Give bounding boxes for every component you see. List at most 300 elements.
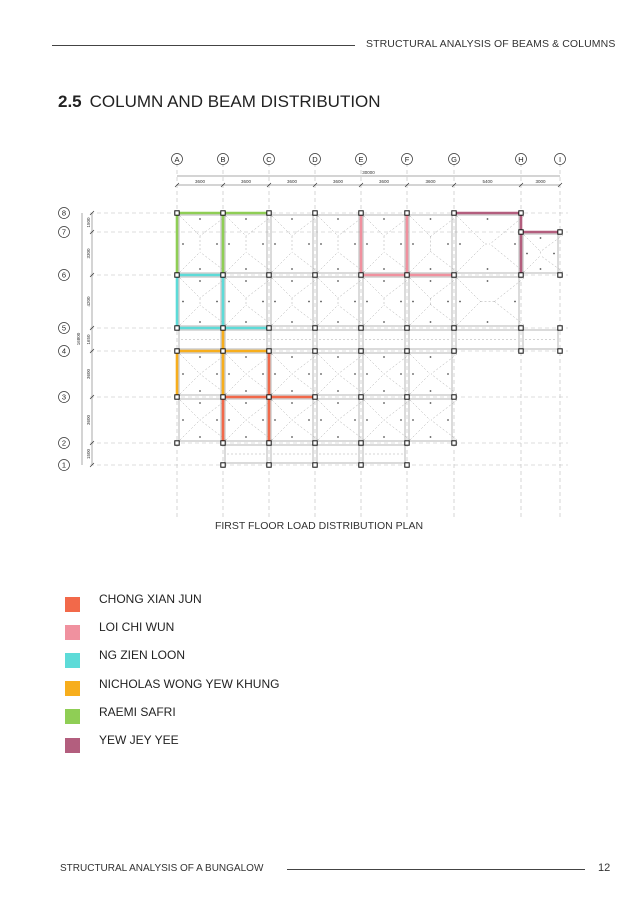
- load-distribution-line: [431, 420, 457, 440]
- legend-swatch: [65, 597, 80, 612]
- load-arrow: [291, 268, 293, 270]
- load-arrow: [430, 402, 432, 404]
- load-arrow: [337, 356, 339, 358]
- bay-width-label: 5400: [482, 179, 493, 184]
- load-arrow: [262, 243, 264, 245]
- bay-width-label: 3600: [240, 179, 252, 184]
- load-distribution-line: [318, 420, 338, 440]
- load-distribution-line: [226, 374, 246, 394]
- load-distribution-line: [457, 302, 481, 326]
- grid-number-label: 8: [61, 208, 67, 218]
- load-arrow: [514, 243, 516, 245]
- load-arrow: [199, 436, 201, 438]
- column-marker: [519, 326, 523, 330]
- slab-panel: [409, 353, 452, 395]
- column-marker: [175, 395, 179, 399]
- overall-width-label: 30000: [362, 170, 375, 175]
- slab-panel: [409, 277, 452, 326]
- load-distribution-line: [541, 256, 564, 273]
- load-arrow: [262, 301, 264, 303]
- load-distribution-line: [384, 420, 410, 440]
- load-distribution-line: [410, 305, 431, 326]
- legend-swatch: [65, 625, 80, 640]
- load-distribution-line: [292, 305, 318, 325]
- load-distribution-line: [180, 374, 200, 394]
- load-arrow: [245, 436, 247, 438]
- load-distribution-line: [226, 252, 246, 272]
- bay-height-label: 1500: [86, 448, 91, 460]
- legend-item: [65, 618, 175, 646]
- load-distribution-line: [338, 354, 364, 374]
- load-distribution-line: [226, 354, 246, 374]
- column-marker: [558, 326, 562, 330]
- column-marker: [221, 273, 225, 277]
- load-distribution-line: [364, 420, 384, 440]
- load-distribution-line: [384, 278, 410, 298]
- load-arrow: [383, 356, 385, 358]
- column-marker: [405, 273, 409, 277]
- bay-width-label: 3600: [378, 179, 390, 184]
- column-marker: [175, 273, 179, 277]
- load-distribution-line: [272, 305, 292, 325]
- load-distribution-line: [246, 278, 272, 298]
- grid-letter-label: B: [220, 155, 226, 164]
- column-marker: [267, 273, 271, 277]
- load-arrow: [216, 373, 218, 375]
- load-arrow: [308, 373, 310, 375]
- column-marker: [313, 326, 317, 330]
- column-marker: [405, 349, 409, 353]
- load-arrow: [383, 390, 385, 392]
- load-distribution-line: [292, 252, 318, 272]
- load-arrow: [308, 419, 310, 421]
- column-marker: [313, 463, 317, 467]
- legend: [65, 590, 280, 759]
- load-arrow: [400, 301, 402, 303]
- load-arrow: [245, 321, 247, 323]
- load-arrow: [245, 268, 247, 270]
- load-arrow: [354, 243, 356, 245]
- grid-number-label: 1: [61, 460, 67, 470]
- load-distribution-line: [180, 216, 200, 236]
- column-marker: [267, 211, 271, 215]
- load-arrow: [199, 280, 201, 282]
- bay-width-label: 3600: [332, 179, 344, 184]
- load-distribution-line: [364, 278, 384, 298]
- load-distribution-line: [180, 305, 200, 325]
- column-marker: [267, 349, 271, 353]
- load-arrow: [383, 280, 385, 282]
- legend-item: [65, 731, 179, 759]
- load-distribution-line: [431, 374, 457, 394]
- load-arrow: [291, 402, 293, 404]
- load-arrow: [430, 356, 432, 358]
- column-marker: [175, 326, 179, 330]
- load-distribution-line: [431, 252, 458, 273]
- load-distribution-line: [410, 400, 430, 420]
- load-arrow: [199, 356, 201, 358]
- legend-swatch: [65, 653, 80, 668]
- load-arrow: [383, 321, 385, 323]
- load-arrow: [291, 321, 293, 323]
- column-marker: [519, 211, 523, 215]
- load-distribution-line: [292, 354, 318, 374]
- load-distribution-line: [272, 374, 292, 394]
- header-rule: [52, 45, 355, 46]
- column-marker: [519, 230, 523, 234]
- load-distribution-line: [272, 354, 292, 374]
- load-arrow: [337, 436, 339, 438]
- load-arrow: [487, 280, 489, 282]
- column-marker: [267, 441, 271, 445]
- load-arrow: [228, 419, 230, 421]
- load-distribution-line: [410, 278, 431, 299]
- bay-width-label: 3600: [425, 179, 436, 184]
- legend-label: NG ZIEN LOON: [99, 648, 186, 663]
- load-distribution-line: [226, 305, 246, 325]
- column-marker: [221, 441, 225, 445]
- load-distribution-line: [457, 244, 485, 272]
- column-marker: [221, 326, 225, 330]
- load-arrow: [199, 390, 201, 392]
- load-arrow: [412, 301, 414, 303]
- bay-height-label: 4200: [86, 296, 91, 307]
- column-marker: [359, 395, 363, 399]
- load-distribution-line: [180, 278, 200, 298]
- load-arrow: [383, 218, 385, 220]
- load-distribution-line: [272, 216, 292, 236]
- load-arrow: [199, 402, 201, 404]
- grid-number-label: 7: [61, 227, 67, 237]
- legend-item: [65, 675, 280, 703]
- load-arrow: [412, 419, 414, 421]
- load-distribution-line: [292, 374, 318, 394]
- load-arrow: [245, 390, 247, 392]
- overall-height-label: 16800: [76, 332, 81, 346]
- grid-letter-label: H: [518, 155, 524, 164]
- load-arrow: [354, 419, 356, 421]
- load-arrow: [199, 268, 201, 270]
- slab-panel: [179, 277, 221, 326]
- section-number: 2.5: [58, 92, 82, 111]
- load-arrow: [430, 280, 432, 282]
- load-arrow: [320, 301, 322, 303]
- load-distribution-line: [226, 278, 246, 298]
- column-marker: [519, 273, 523, 277]
- grid-letter-label: F: [404, 155, 410, 164]
- column-marker: [221, 395, 225, 399]
- bay-width-label: 3000: [535, 179, 546, 184]
- column-marker: [405, 326, 409, 330]
- load-distribution-line: [292, 400, 318, 420]
- grid-number-label: 6: [61, 270, 67, 280]
- column-marker: [175, 211, 179, 215]
- bay-height-label: 3300: [86, 248, 91, 259]
- load-arrow: [245, 356, 247, 358]
- load-distribution-line: [364, 252, 384, 272]
- load-distribution-line: [292, 420, 318, 440]
- slab-panel: [409, 399, 452, 441]
- column-marker: [313, 211, 317, 215]
- load-arrow: [245, 280, 247, 282]
- load-distribution-line: [246, 305, 272, 325]
- legend-swatch: [65, 681, 80, 696]
- slab-panel: [225, 277, 267, 326]
- column-marker: [267, 395, 271, 399]
- bay-height-label: 3600: [86, 368, 91, 380]
- column-marker: [452, 273, 456, 277]
- legend-label: YEW JEY YEE: [99, 732, 179, 747]
- load-distribution-line: [318, 216, 338, 236]
- grid-number-label: 3: [61, 392, 67, 402]
- grid-letter-label: E: [358, 155, 364, 164]
- column-marker: [175, 441, 179, 445]
- load-arrow: [199, 321, 201, 323]
- load-arrow: [274, 301, 276, 303]
- load-arrow: [430, 436, 432, 438]
- legend-label: RAEMI SAFRI: [99, 704, 176, 719]
- load-arrow: [430, 218, 432, 220]
- load-arrow: [540, 237, 542, 239]
- load-arrow: [182, 301, 184, 303]
- load-arrow: [354, 301, 356, 303]
- load-distribution-line: [524, 235, 541, 252]
- load-distribution-line: [180, 400, 200, 420]
- load-arrow: [199, 218, 201, 220]
- load-arrow: [291, 390, 293, 392]
- column-marker: [267, 326, 271, 330]
- load-arrow: [337, 321, 339, 323]
- load-arrow: [320, 419, 322, 421]
- plan-caption: FIRST FLOOR LOAD DISTRIBUTION PLAN: [214, 520, 424, 532]
- load-distribution-line: [246, 252, 272, 272]
- load-arrow: [447, 373, 449, 375]
- load-distribution-line: [338, 400, 364, 420]
- header-title: STRUCTURAL ANALYSIS OF BEAMS & COLUMNS: [366, 38, 616, 50]
- bay-height-label: 3600: [86, 414, 91, 426]
- grid-letter-label: I: [558, 155, 562, 164]
- column-marker: [558, 230, 562, 234]
- load-distribution-line: [338, 420, 364, 440]
- legend-swatch: [65, 738, 80, 753]
- load-arrow: [400, 419, 402, 421]
- column-marker: [452, 441, 456, 445]
- grid-letter-label: C: [266, 155, 272, 164]
- load-arrow: [383, 268, 385, 270]
- load-arrow: [366, 373, 368, 375]
- column-marker: [221, 463, 225, 467]
- grid-letter-label: D: [312, 155, 318, 164]
- load-distribution-line: [180, 420, 200, 440]
- load-arrow: [447, 301, 449, 303]
- load-distribution-line: [272, 420, 292, 440]
- load-arrow: [291, 280, 293, 282]
- load-distribution-line: [338, 305, 364, 325]
- slab-panel: [523, 330, 558, 349]
- load-distribution-line: [292, 278, 318, 298]
- load-arrow: [383, 402, 385, 404]
- load-arrow: [459, 301, 461, 303]
- load-distribution-line: [318, 400, 338, 420]
- load-arrow: [430, 390, 432, 392]
- column-marker: [359, 463, 363, 467]
- load-distribution-line: [364, 305, 384, 325]
- column-marker: [221, 211, 225, 215]
- load-distribution-line: [431, 216, 458, 237]
- load-arrow: [262, 419, 264, 421]
- column-marker: [405, 211, 409, 215]
- load-arrow: [459, 243, 461, 245]
- load-distribution-line: [364, 374, 384, 394]
- column-marker: [359, 349, 363, 353]
- grid-number-label: 5: [61, 323, 67, 333]
- load-distribution-line: [180, 252, 200, 272]
- load-distribution-line: [272, 400, 292, 420]
- load-distribution-line: [364, 400, 384, 420]
- bay-width-label: 3600: [286, 179, 298, 184]
- load-distribution-line: [338, 374, 364, 394]
- column-marker: [452, 395, 456, 399]
- load-arrow: [228, 243, 230, 245]
- column-marker: [452, 211, 456, 215]
- load-arrow: [337, 402, 339, 404]
- load-arrow: [383, 436, 385, 438]
- load-arrow: [430, 321, 432, 323]
- load-distribution-line: [431, 305, 458, 326]
- load-distribution-line: [457, 216, 485, 244]
- bay-height-label: 1650: [86, 334, 91, 345]
- load-distribution-line: [431, 354, 457, 374]
- column-marker: [519, 349, 523, 353]
- column-marker: [452, 349, 456, 353]
- column-marker: [359, 211, 363, 215]
- load-distribution-line: [495, 302, 525, 326]
- load-distribution-line: [318, 305, 338, 325]
- load-arrow: [526, 253, 528, 255]
- load-arrow: [274, 243, 276, 245]
- load-distribution-line: [226, 400, 246, 420]
- load-arrow: [274, 419, 276, 421]
- load-arrow: [274, 373, 276, 375]
- load-arrow: [308, 243, 310, 245]
- load-arrow: [430, 268, 432, 270]
- load-arrow: [320, 243, 322, 245]
- load-distribution-line: [318, 374, 338, 394]
- load-arrow: [400, 373, 402, 375]
- column-marker: [313, 395, 317, 399]
- grid-letter-label: G: [451, 155, 457, 164]
- page-number: 12: [598, 862, 611, 874]
- load-arrow: [182, 243, 184, 245]
- load-arrow: [400, 243, 402, 245]
- column-marker: [313, 349, 317, 353]
- column-marker: [313, 273, 317, 277]
- load-arrow: [337, 268, 339, 270]
- load-distribution-line: [410, 374, 430, 394]
- grid-letter-label: A: [174, 155, 180, 164]
- load-distribution-line: [541, 235, 564, 252]
- column-marker: [359, 441, 363, 445]
- load-distribution-line: [410, 354, 430, 374]
- load-distribution-line: [272, 278, 292, 298]
- load-distribution-line: [292, 216, 318, 236]
- load-arrow: [412, 373, 414, 375]
- legend-item: [65, 590, 202, 618]
- footer-rule: [287, 869, 585, 870]
- column-marker: [359, 326, 363, 330]
- load-arrow: [182, 373, 184, 375]
- load-arrow: [291, 218, 293, 220]
- load-arrow: [487, 321, 489, 323]
- load-arrow: [487, 218, 489, 220]
- legend-label: LOI CHI WUN: [99, 620, 175, 635]
- legend-label: CHONG XIAN JUN: [99, 592, 202, 606]
- load-distribution-line: [318, 354, 338, 374]
- load-arrow: [447, 419, 449, 421]
- load-distribution-line: [384, 374, 410, 394]
- load-arrow: [337, 218, 339, 220]
- load-distribution-line: [410, 420, 430, 440]
- legend-label: NICHOLAS WONG YEW KHUNG: [99, 676, 280, 691]
- load-arrow: [216, 301, 218, 303]
- load-arrow: [262, 373, 264, 375]
- load-distribution-line: [318, 252, 338, 272]
- load-arrow: [354, 373, 356, 375]
- load-arrow: [291, 436, 293, 438]
- section-title: COLUMN AND BEAM DISTRIBUTION: [89, 92, 381, 111]
- slab-panel: [409, 215, 452, 273]
- slab-panel: [363, 277, 405, 326]
- bay-height-label: 1500: [86, 217, 91, 228]
- legend-item: [65, 646, 186, 674]
- load-arrow: [412, 243, 414, 245]
- load-distribution-line: [410, 216, 431, 237]
- column-marker: [267, 463, 271, 467]
- footer-title: STRUCTURAL ANALYSIS OF A BUNGALOW: [60, 863, 264, 874]
- load-arrow: [228, 373, 230, 375]
- floor-plan-drawing: [50, 145, 590, 530]
- load-distribution-line: [180, 354, 200, 374]
- column-marker: [405, 441, 409, 445]
- load-arrow: [320, 373, 322, 375]
- load-distribution-line: [384, 354, 410, 374]
- load-distribution-line: [384, 400, 410, 420]
- load-distribution-line: [226, 216, 246, 236]
- legend-swatch: [65, 709, 80, 724]
- load-arrow: [487, 268, 489, 270]
- load-arrow: [337, 280, 339, 282]
- load-distribution-line: [431, 400, 457, 420]
- load-arrow: [245, 402, 247, 404]
- load-distribution-line: [431, 278, 458, 299]
- load-arrow: [366, 301, 368, 303]
- load-distribution-line: [338, 278, 364, 298]
- slab-panel: [317, 277, 359, 326]
- load-distribution-line: [272, 252, 292, 272]
- load-distribution-line: [410, 252, 431, 273]
- load-arrow: [228, 301, 230, 303]
- column-marker: [452, 326, 456, 330]
- column-marker: [175, 349, 179, 353]
- load-arrow: [514, 301, 516, 303]
- load-arrow: [366, 243, 368, 245]
- column-marker: [558, 349, 562, 353]
- load-distribution-line: [364, 354, 384, 374]
- load-arrow: [245, 218, 247, 220]
- bay-width-label: 3600: [194, 179, 206, 184]
- slab-panel: [456, 277, 519, 326]
- grid-number-label: 2: [61, 438, 67, 448]
